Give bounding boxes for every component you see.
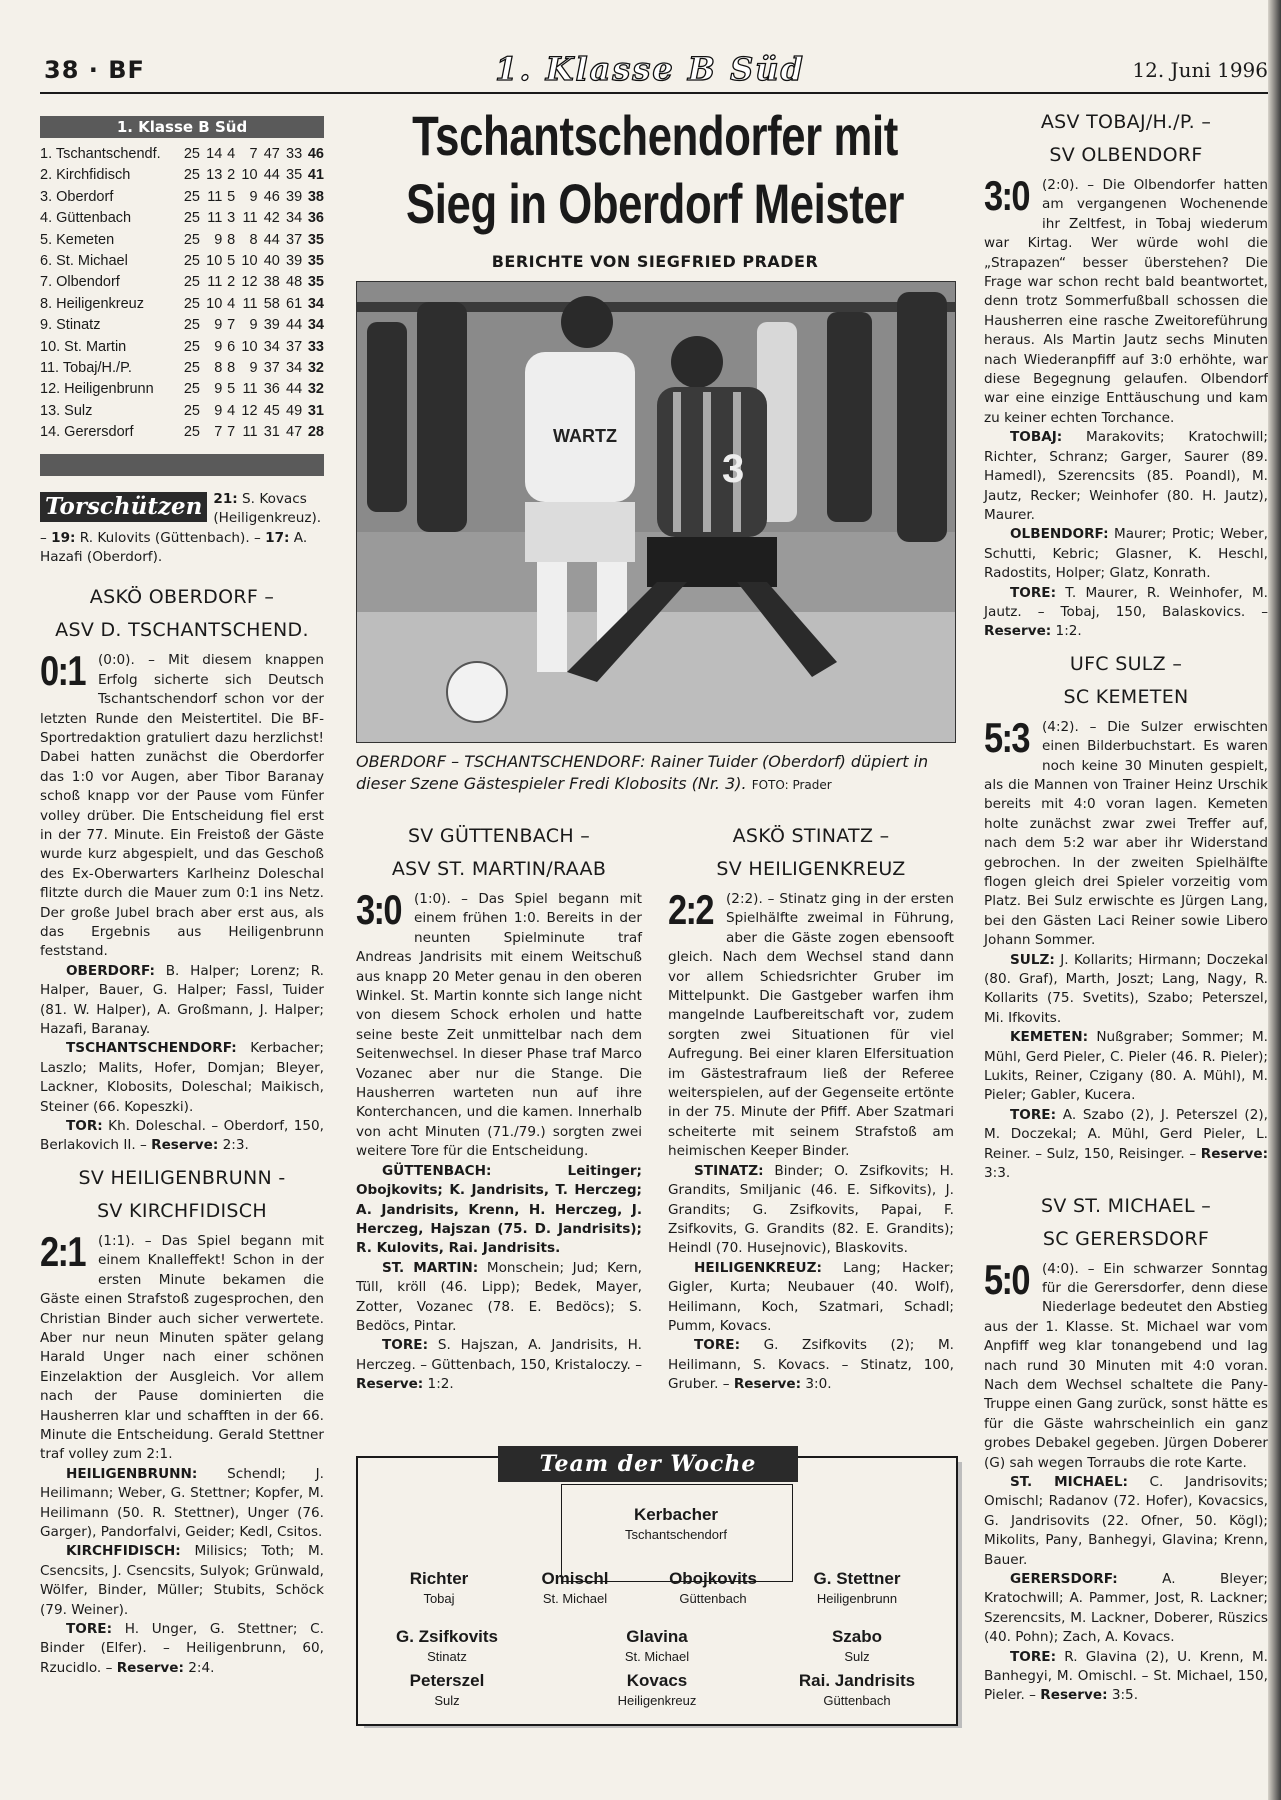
match-heading-michael: SV ST. MICHAEL – SC GERERSDORF [1040,1194,1212,1250]
table-row [40,187,324,208]
stat-cell: 11 [242,210,258,227]
team-name: 6. St. Michael [40,253,128,270]
scorers-block [40,490,324,568]
stat-cell: 47 [263,146,280,162]
table-row [40,294,324,315]
stat-cell: 8 [227,360,236,377]
scorers-text: 21: S. Kovacs (Heiligenkreuz). – 19: R. Kulovits (Güttenbach). – 17: A. Hazafi (Oberdorf). [40,490,322,565]
stat-cell: 25 [183,167,200,184]
stat-cell: 33 [286,146,303,162]
stat-cell: 47 [286,424,303,441]
table-row [40,401,324,422]
stat-cell: 10 [206,253,223,270]
report-tobaj: 3:0 (2:0). – Die Olbendorfer hatten am vergangenen Wochenende ihr Zeltfest, in Tobaj wiederum war Kirtag. Wer würde wohl die „Strapazen“ besser überstehen? Die Frage war schon recht bald beantwortet, denn trotz Sommerfußball schossen die Hausherren eine rasche Zweitoreführung heraus. Als Martin Jautz sechs Minuten nach Wiederanpfiff auf 3:0 erhöhte, war diese Begegnung gelaufen. Olbendorf war eine einzige Enttäuschung und kam zu keiner echten Torchance. [984,172,1268,426]
stat-cell: 9 [214,338,223,355]
stat-cell: 37 [286,231,303,248]
table-divider [40,454,324,476]
stat-cell: 10 [206,295,223,312]
stat-cell: 39 [286,188,303,205]
stat-cell: 42 [263,210,280,227]
stat-cell: 37 [263,360,280,377]
stat-cell: 11 [207,188,223,205]
score-guettenbach: 3:0 [356,886,401,933]
stat-cell: 25 [183,274,200,291]
team-name: 9. Stinatz [40,317,101,334]
stat-cell: 31 [263,424,280,441]
forward-2: Kovacs Heiligenkreuz [617,1671,697,1708]
jersey-text: WARTZ [553,426,617,446]
team-name: 7. Olbendorf [40,274,120,291]
section-title: 1. Klasse B Süd [495,50,805,88]
midfielder-3: Szabo Sulz [831,1627,883,1664]
defender-3: Obojkovits Güttenbach [669,1569,757,1606]
report-heiligenbrunn: 2:1 (1:1). – Das Spiel begann mit einem Knalleffekt! Schon in der ersten Minute bekamen die Gäste einen Strafstoß zugesprochen, den Christian Binder auch sicher verwertete. Aber nur neun Minuten später gelang Harald Unger nach einer schönen Einzelaktion der Ausgleich. Vor allem nach der Pause dominierten die Hausherren klar und schafften in der 66. Minute die Entscheidung. Gerald Stettner traf volley zum 2:1. [40,1227,324,1463]
stat-cell: 9 [249,188,258,205]
report-stinatz: 2:2 (2:2). – Stinatz ging in der ersten Spielhälfte zweimal in Führung, aber die Gäste zogen ebensooft gleich. Nach dem Wechsel stand dann vor allem Schiedsrichter Gruber im Mittelpunkt. Die Gastgeber warfen ihm mangelnde Laufbereitschaft vor, zudem sorgten zwei Situationen für viel Aufregung. Bei einer klaren Elfersituation im Gästestrafraum ließ der Referee weiterspielen, auf der Gegenseite ertönte in der 75. Minute der Pfiff. Aber Szatmari scheiterte mit seinem Strafstoß am heimischen Keeper Binder. [668,886,954,1160]
lineup-sulz: SULZ: J. Kollarits; Hirmann; Doczekal (80. Graf), Marth, Joszt; Lang, Nagy, R. Kollarits (75. Svetits), Szabo; Peterszel, Mi. Ifkovits. [984,951,1268,1026]
defender-1: Richter Tobaj [409,1569,469,1606]
stat-cell: 46 [263,188,280,205]
stat-cell: 34 [286,360,303,377]
stat-cell: 5 [227,381,236,398]
stat-cell: 13 [206,167,223,184]
match-heading-tobaj: ASV TOBAJ/H./P. – SV OLBENDORF [1040,111,1212,166]
table-row [40,208,324,229]
two-column-reports [356,814,954,1395]
match-heading-stinatz: ASKÖ STINATZ – SV HEILIGENKREUZ [716,825,906,880]
points: 46 [307,146,324,162]
headline: Tschantschendorfer mit Sieg in Oberdorf Meister [406,104,904,235]
report-guettenbach: 3:0 (1:0). – Das Spiel begann mit einem frühen 1:0. Bereits in der neunten Spielminute traf Andreas Jandrisits mit einem Weitschuß aus knapp 20 Meter genau in den oberen Winkel. St. Martin konnte sich lange nicht von diesem Schock erholen und hatte seine beste Zeit unmittelbar nach dem Seitenwechsel. In dieser Phase traf Marco Vozanec aber nur die Stange. Die Hausherren warteten nun auf ihre Konterchancen, und die kamen. Innerhalb von acht Minuten (71./79.) sorgten zwei weitere Tore für die Entscheidung. [356,886,642,1160]
right-column [984,106,1268,1706]
stat-cell: 8 [249,231,258,248]
stat-cell: 4 [227,146,236,162]
stat-cell: 40 [263,253,280,270]
stat-cell: 61 [286,295,303,312]
page-number: 38 · BF [44,56,145,84]
stat-cell: 7 [227,424,236,441]
stat-cell: 11 [207,274,223,291]
stat-cell: 11 [242,381,258,398]
score-michael: 5:0 [984,1255,1029,1303]
stat-cell: 10 [241,167,258,184]
stat-cell: 44 [263,167,280,184]
stat-cell: 9 [214,317,223,334]
goals-michael: TORE: R. Glavina (2), U. Krenn, M. Banhegyi, M. Omischl. – St. Michael, 150, Pieler. – Reserve: 3:5. [984,1648,1268,1704]
photo-credit: FOTO: Prader [751,778,832,792]
points: 35 [307,231,324,248]
table-row [40,379,324,400]
table-row [40,251,324,272]
stat-cell: 10 [241,338,258,355]
page-header [40,48,1268,94]
lineup-tschantschendorf: TSCHANTSCHENDORF: Kerbacher; Laszlo; Malits, Hofer, Domjan; Bleyer, Lackner, Klobosits, Doleschal; Maikisch, Steiner (66. Kopeszki). [40,1040,324,1115]
stat-cell: 9 [214,402,223,419]
stat-cell: 25 [183,146,200,162]
score-heiligenbrunn: 2:1 [40,1227,85,1275]
stat-cell: 25 [183,424,200,441]
photo-illustration [357,282,955,742]
defender-2: Omischl St. Michael [541,1569,609,1606]
lineup-st-michael: ST. MICHAEL: C. Jandrisovits; Omischl; Radanov (72. Hofer), Kovacsics, G. Jandrisovits (22. Ofner, 50. Kögl); Mikolits, Pany, Banhegyi, Glavina; Krenn, Bauer. [984,1473,1268,1568]
forward-3: Rai. Jandrisits Güttenbach [798,1671,916,1708]
goals-oberdorf: TOR: Kh. Doleschal. – Oberdorf, 150, Berlakovich II. – Reserve: 2:3. [40,1118,324,1154]
stat-cell: 11 [207,210,223,227]
stat-cell: 12 [241,402,258,419]
issue-date: 12. Juni 1996 [1132,58,1268,82]
goals-tobaj: TORE: T. Maurer, R. Weinhofer, M. Jautz. – Tobaj, 150, Balaskovics. – Reserve: 1:2. [984,584,1268,640]
stat-cell: 35 [286,167,303,184]
lineup-st-martin: ST. MARTIN: Monschein; Jud; Kern, Tüll, kröll (46. Lipp); Bedek, Mayer, Zotter, Vozanec (78. E. Bedöcs); S. Bedöcs, Pintar. [356,1259,642,1334]
points: 35 [307,274,324,291]
stat-cell: 8 [227,231,236,248]
stat-cell: 37 [286,338,303,355]
lineup-kemeten: KEMETEN: Nußgraber; Sommer; M. Mühl, Gerd Pieler, C. Pieler (46. R. Pieler); Lukits, Reiner, Czigany (80. A. Mühl), M. Pieler; Gabler, Kucera. [984,1029,1268,1104]
stat-cell: 25 [183,210,200,227]
table-row [40,144,324,165]
lineup-gerersdorf: GERERSDORF: A. Bleyer; Kratochwill; A. Pammer, Jost, R. Lackner; Szerencsits, M. Lackner, Doberer, Rüszics (40. Pohn); Zach, A. Kovacs. [984,1571,1268,1646]
table-row [40,337,324,358]
table-row [40,230,324,251]
report-oberdorf: 0:1 (0:0). – Mit diesem knappen Erfolg sicherte sich Deutsch Tschantschendorf schon vor der letzten Runde den Meistertitel. Die BF-Sportredaktion gratuliert dazu herzlichst! Dabei hatten zunächst die Oberdorfer das 1:0 vor Augen, aber Tibor Baranay schoß knapp vor der Pause vom Fünfer volley drüber. Die Entscheidung fiel erst in der 77. Minute. Ein Freistoß der Gäste wurde kurz abgespielt, und das Geschoß des Ex-Oberwarters Karlheinz Doleschal flitzte durch die Mauer zum 0:1 ins Netz. Der große Jubel brach aber erst aus, als das Ergebnis aus Heiligenbrunn feststand. [40,647,324,960]
stat-cell: 2 [227,167,236,184]
stat-cell: 25 [183,402,200,419]
stat-cell: 7 [214,424,223,441]
score-tobaj: 3:0 [984,172,1029,219]
stat-cell: 44 [263,231,280,248]
points: 38 [307,188,324,205]
report-michael: 5:0 (4:0). – Ein schwarzer Sonntag für die Gerersdorfer, denn diese Niederlage bedeutet den Abstieg aus der 1. Klasse. St. Michael war vom Anpfiff weg klar tonangebend und lag nach rund 30 Minuten mit 4:0 voran. Nach dem Wechsel schaltete die Pany-Truppe einen Gang zurück, sonst hätte es für die Gäste wahrscheinlich ein ganz grobes Debakel gegeben. Jürgen Doberer (G) sah wegen Torraubs die rote Karte. [984,1255,1268,1471]
keeper: Kerbacher Tschantschendorf [625,1505,727,1542]
points: 33 [307,338,324,355]
left-column [40,116,324,1678]
stat-cell: 11 [242,424,258,441]
stat-cell: 9 [249,360,258,377]
stat-cell: 58 [263,295,280,312]
stat-cell: 5 [227,253,236,270]
stat-cell: 9 [214,381,223,398]
league-table-title: 1. Klasse B Süd [40,116,324,138]
stat-cell: 44 [286,317,303,334]
lineup-guettenbach: GÜTTENBACH: Leitinger; Obojkovits; K. Jandrisits, T. Herczeg; A. Jandrisits, Krenn, H. Herczeg, J. Herczeg, Hajszan (75. D. Jandrisits); R. Kulovits, Rai. Jandrisits. [356,1162,642,1257]
table-row [40,358,324,379]
stat-cell: 48 [286,274,303,291]
stat-cell: 2 [227,274,236,291]
team-name: 13. Sulz [40,402,93,419]
stat-cell: 4 [227,295,236,312]
lineup-oberdorf: OBERDORF: B. Halper; Lorenz; R. Halper, Bauer, G. Halper; Fassl, Tuider (81. W. Halper), A. Großmann, J. Halper; Hazafi, Baranay. [40,962,324,1038]
lineup-stinatz: STINATZ: Binder; O. Zsifkovits; H. Grandits, Smiljanic (46. E. Sifkovits), J. Grandits; G. Zsifkovits, Papai, F. Zsifkovits, G. Grandits (82. E. Grandits); Heindl (70. Husejnovic), Blaskovits. [668,1162,954,1257]
table-row [40,165,324,186]
jersey-number: 3 [722,447,745,491]
match-heading-oberdorf: ASKÖ OBERDORF – ASV D. TSCHANTSCHEND. [55,586,309,642]
stat-cell: 7 [227,317,236,334]
stat-cell: 45 [263,402,280,419]
stinatz-column [668,814,954,1395]
stat-cell: 7 [249,146,258,162]
match-photo [356,281,956,743]
middle-column [356,102,954,1395]
points: 34 [307,317,324,334]
team-of-the-week [356,1451,958,1726]
table-row [40,272,324,293]
stat-cell: 34 [263,338,280,355]
stat-cell: 25 [183,381,200,398]
stat-cell: 39 [263,317,280,334]
goals-sulz: TORE: A. Szabo (2), J. Peterszel (2), M. Doczekal; A. Mühl, Gerd Pieler, L. Reiner. – Sulz, 150, Reisinger. – Reserve: 3:3. [984,1106,1268,1182]
points: 36 [307,210,324,227]
goals-guettenbach: TORE: S. Hajszan, A. Jandrisits, H. Herczeg. – Güttenbach, 150, Kristaloczy. – Reserve: 1:2. [356,1337,642,1393]
byline: BERICHTE VON SIEGFRIED PRADER [491,252,819,271]
stat-cell: 5 [227,188,236,205]
match-heading-heiligenbrunn: SV HEILIGENBRUNN - SV KIRCHFIDISCH [78,1166,286,1222]
points: 34 [307,295,324,312]
lineup-olbendorf: OLBENDORF: Maurer; Protic; Weber, Schutti, Kebric; Glasner, K. Heschl, Radostits, Holper; Glatz, Konrath. [984,526,1268,582]
goals-heiligenbrunn: TORE: H. Unger, G. Stettner; C. Binder (Elfer). – Heiligenbrunn, 60, Rzucidlo. – Reserve: 2:4. [40,1621,324,1676]
stat-cell: 10 [241,253,258,270]
lineup-heiligenkreuz: HEILIGENKREUZ: Lang; Hacker; Gigler, Kurta; Neubauer (40. Wolf), Heilimann, Koch, Szatmari, Schadl; Pumm, Kovacs. [668,1259,954,1334]
team-name: 5. Kemeten [40,231,115,248]
stat-cell: 36 [263,381,280,398]
stat-cell: 38 [263,274,280,291]
stat-cell: 25 [183,188,200,205]
photo-caption: OBERDORF – TSCHANTSCHENDORF: Rainer Tuider (Oberdorf) düpiert in dieser Szene Gästespieler Fredi Klobosits (Nr. 3). FOTO: Prader [356,752,929,793]
points: 31 [307,402,324,419]
stat-cell: 12 [241,274,258,291]
stat-cell: 9 [249,317,258,334]
stat-cell: 4 [227,402,236,419]
team-name: 8. Heiligenkreuz [40,295,144,312]
points: 35 [307,253,324,270]
points: 28 [307,424,324,441]
table-row [40,315,324,336]
lineup-heiligenbrunn: HEILIGENBRUNN: Schendl; J. Heilimann; Weber, G. Stettner; Kopfer, M. Heilimann (50. R. Stettner), Unger (76. Garger), Pandorfalvi, Geider; Kedl, Csitos. [40,1465,324,1540]
defender-4: G. Stettner Heiligenbrunn [813,1569,901,1606]
table-row [40,422,324,443]
stat-cell: 8 [214,360,223,377]
team-name: 3. Oberdorf [40,188,114,205]
match-heading-guettenbach: SV GÜTTENBACH – ASV ST. MARTIN/RAAB [391,825,607,880]
team-name: 12. Heiligenbrunn [40,381,154,398]
team-name: 14. Gerersdorf [40,424,134,441]
scorers-label: Torschützen [40,492,207,522]
stat-cell: 49 [286,402,303,419]
team-name: 11. Tobaj/H./P. [40,360,132,377]
stat-cell: 25 [183,317,200,334]
stat-cell: 25 [183,231,200,248]
guettenbach-column [356,814,642,1395]
points: 32 [307,360,324,377]
scan-edge-shadow [1268,0,1281,1800]
stat-cell: 14 [206,146,223,162]
score-stinatz: 2:2 [668,886,713,933]
score-oberdorf: 0:1 [40,647,85,695]
stat-cell: 6 [227,338,236,355]
score-sulz: 5:3 [984,713,1029,761]
team-name: 1. Tschantschendf. [40,146,161,162]
team-name: 10. St. Martin [40,338,127,355]
team-name: 2. Kirchfidisch [40,167,131,184]
stat-cell: 44 [286,381,303,398]
stat-cell: 25 [183,253,200,270]
stat-cell: 34 [286,210,303,227]
report-sulz: 5:3 (4:2). – Die Sulzer erwischten einen Bilderbuchstart. Es waren noch keine 30 Minuten gespielt, als die Mannen von Trainer Heinz Urschik bereits mit 4:0 voran lagen. Kemeten holte zunächst zwar zwei Treffer auf, nach dem 5:2 war aber ihr Widerstand gebrochen. In der zweiten Spielhälfte flogen gleich drei Spieler vorzeitig vom Platz. Bei Sulz erwischte es Jürgen Lang, bei den Gästen Laci Reiner sowie Libero Johann Sommer. [984,713,1268,949]
lineup-tobaj: TOBAJ: Marakovits; Kratochwill; Richter, Schranz; Garger, Saurer (89. Hamedl), Szerencsits (85. Poandl), M. Jautz, Recker; Weinhofer (80. H. Jautz), Maurer. [984,429,1268,523]
midfielder-1: G. Zsifkovits Stinatz [395,1627,499,1664]
points: 32 [307,381,324,398]
stat-cell: 9 [214,231,223,248]
points: 41 [307,167,324,184]
stat-cell: 3 [227,210,236,227]
midfielder-2: Glavina St. Michael [624,1627,690,1664]
lineup-kirchfidisch: KIRCHFIDISCH: Milisics; Toth; M. Csencsits, J. Csencsits, Sulyok; Grünwald, Wölfer, Binder, Müller; Stubits, Schöck (79. Weiner). [40,1543,324,1618]
stat-cell: 25 [183,360,200,377]
team-name: 4. Güttenbach [40,210,132,227]
league-table [40,144,324,444]
stat-cell: 39 [286,253,303,270]
goals-stinatz: TORE: G. Zsifkovits (2); M. Heilimann, S. Kovacs. – Stinatz, 100, Gruber. – Reserve: 3:0. [668,1337,954,1393]
stat-cell: 25 [183,295,200,312]
team-title: Team der Woche [498,1446,798,1482]
stat-cell: 11 [242,295,258,312]
stat-cell: 25 [183,338,200,355]
match-heading-sulz: UFC SULZ – SC KEMETEN [1063,652,1189,708]
forward-1: Peterszel Sulz [409,1671,485,1708]
